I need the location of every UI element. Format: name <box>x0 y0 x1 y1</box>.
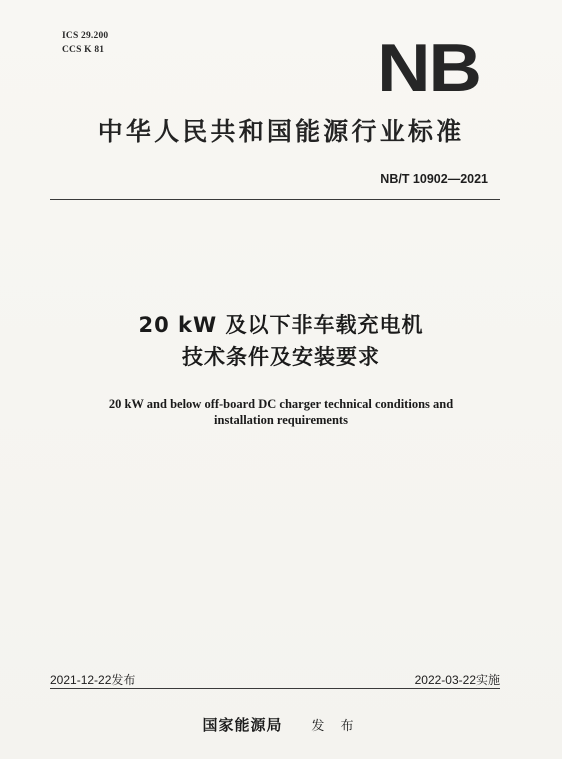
issuer-organization: 国家能源局 <box>202 716 283 734</box>
english-title-line-1: 20 kW and below off-board DC charger technical conditions and <box>108 397 454 411</box>
issuer-line <box>0 714 562 735</box>
top-divider <box>50 199 500 200</box>
ics-code: ICS 29.200 <box>62 31 109 41</box>
nb-logo: NB <box>377 29 480 106</box>
implement-date: 2022-03-22实施 <box>414 673 500 687</box>
chinese-title-line-2: 技术条件及安装要求 <box>182 345 380 369</box>
standard-category-title: 中华人民共和国能源行业标准 <box>97 117 465 146</box>
chinese-title-line-1: 20 kW 及以下非车载充电机 <box>138 313 424 337</box>
standard-number: NB/T 10902—2021 <box>380 172 488 186</box>
ccs-code: CCS K 81 <box>62 45 105 55</box>
issuer-publish-label: 发 布 <box>311 719 360 734</box>
bottom-divider <box>50 688 500 689</box>
english-title-line-2: installation requirements <box>214 413 348 427</box>
publish-date: 2021-12-22发布 <box>50 673 136 687</box>
